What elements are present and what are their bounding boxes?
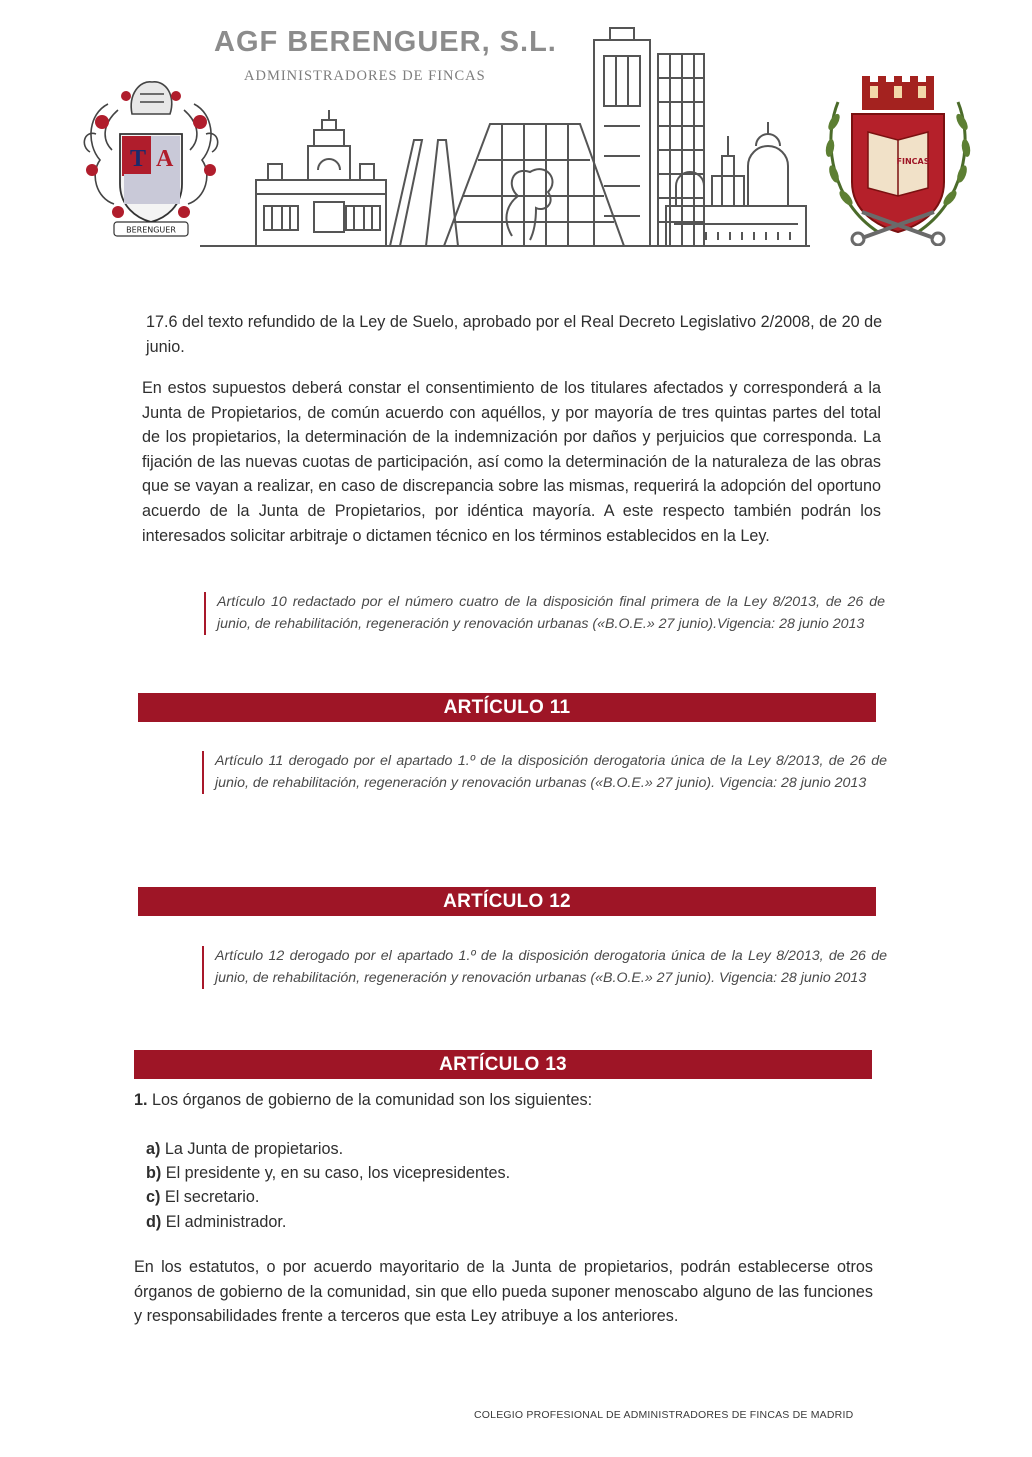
emblem-book-text: FINCAS: [896, 157, 930, 166]
list-item-text: El administrador.: [165, 1212, 287, 1231]
svg-text:A: A: [156, 146, 174, 172]
list-item: [146, 1210, 510, 1234]
intro-paragraph: 17.6 del texto refundido de la Ley de Suelo, aprobado por el Real Decreto Legislativo 2/2008, de 20 de junio.: [146, 313, 883, 356]
letterhead: [0, 0, 1032, 270]
governing-bodies-list: [146, 1137, 510, 1234]
list-item-text: El presidente y, en su caso, los vicepresidentes.: [165, 1164, 511, 1183]
article-13-closing: En los estatutos, o por acuerdo mayoritario de la Junta de propietarios, podrán establecerse otros órganos de gobierno de la comunidad, sin que ello pueda suponer menoscabo alguno de las funciones y responsabilidades frente a terceros que esta Ley atribuye a los anteriores.: [134, 1258, 873, 1326]
article-11-note: Artículo 11 derogado por el apartado 1.º de la disposición derogatoria única de la Ley 8/2013, de 26 de junio, de rehabilitación, regeneración y renovación urbanas («B.O.E.» 27 junio). Vigencia: 28 junio 2013: [202, 751, 887, 794]
list-item: [146, 1185, 510, 1209]
lead-text: Los órganos de gobierno de la comunidad son los siguientes:: [152, 1091, 593, 1109]
lead-number: 1.: [134, 1091, 148, 1109]
article-12-heading: ARTÍCULO 12: [138, 887, 876, 916]
madrid-skyline-icon: [200, 26, 816, 252]
article-11-heading: ARTÍCULO 11: [138, 693, 876, 722]
list-item-letter: d): [146, 1212, 162, 1231]
company-subtitle: ADMINISTRADORES DE FINCAS: [244, 68, 486, 84]
page-footer: COLEGIO PROFESIONAL DE ADMINISTRADORES DE FINCAS DE MADRID: [474, 1409, 854, 1421]
article-13-lead: [134, 1088, 874, 1113]
company-name: AGF BERENGUER, S.L.: [214, 26, 557, 58]
list-item-letter: a): [146, 1140, 161, 1158]
list-item-text: El secretario.: [164, 1188, 260, 1207]
list-item-letter: c): [146, 1188, 161, 1207]
article-12-note: Artículo 12 derogado por el apartado 1.º de la disposición derogatoria única de la Ley 8/2013, de 26 de junio, de rehabilitación, regeneración y renovación urbanas («B.O.E.» 27 junio). Vigencia: 28 junio 2013: [202, 946, 887, 989]
art10-paragraph: En estos supuestos deberá constar el consentimiento de los titulares afectados y corresponderá a la Junta de Propietarios, de común acuerdo con aquéllos, y por mayoría de tres quintas partes del total de los propietarios, la determinación de la indemnización por daños y perjuicios que corresponda. La fijación de las nuevas cuotas de participación, así como la determinación de la naturaleza de las obras que se vayan a realizar, en caso de discrepancia sobre las mismas, requerirá la adopción del oportuno acuerdo de la Junta de Propietarios, por idéntica mayoría. A este respecto también podrán los interesados solicitar arbitraje o dictamen técnico en los términos establecidos en la Ley.: [142, 379, 881, 545]
list-item: [146, 1161, 510, 1185]
list-item-letter: b): [146, 1164, 162, 1183]
crest-banner-text: BERENGUER: [126, 225, 176, 235]
article-13-heading: ARTÍCULO 13: [134, 1050, 872, 1079]
art10-note: Artículo 10 redactado por el número cuatro de la disposición final primera de la Ley 8/2013, de 26 de junio, de rehabilitación, regeneración y renovación urbanas («B.O.E.» 27 junio).Vigencia: 28 junio 2013: [204, 592, 885, 635]
svg-text:T: T: [130, 146, 147, 172]
college-emblem-icon: [818, 62, 978, 246]
list-item: [146, 1137, 510, 1161]
list-item-text: La Junta de propietarios.: [164, 1140, 344, 1158]
